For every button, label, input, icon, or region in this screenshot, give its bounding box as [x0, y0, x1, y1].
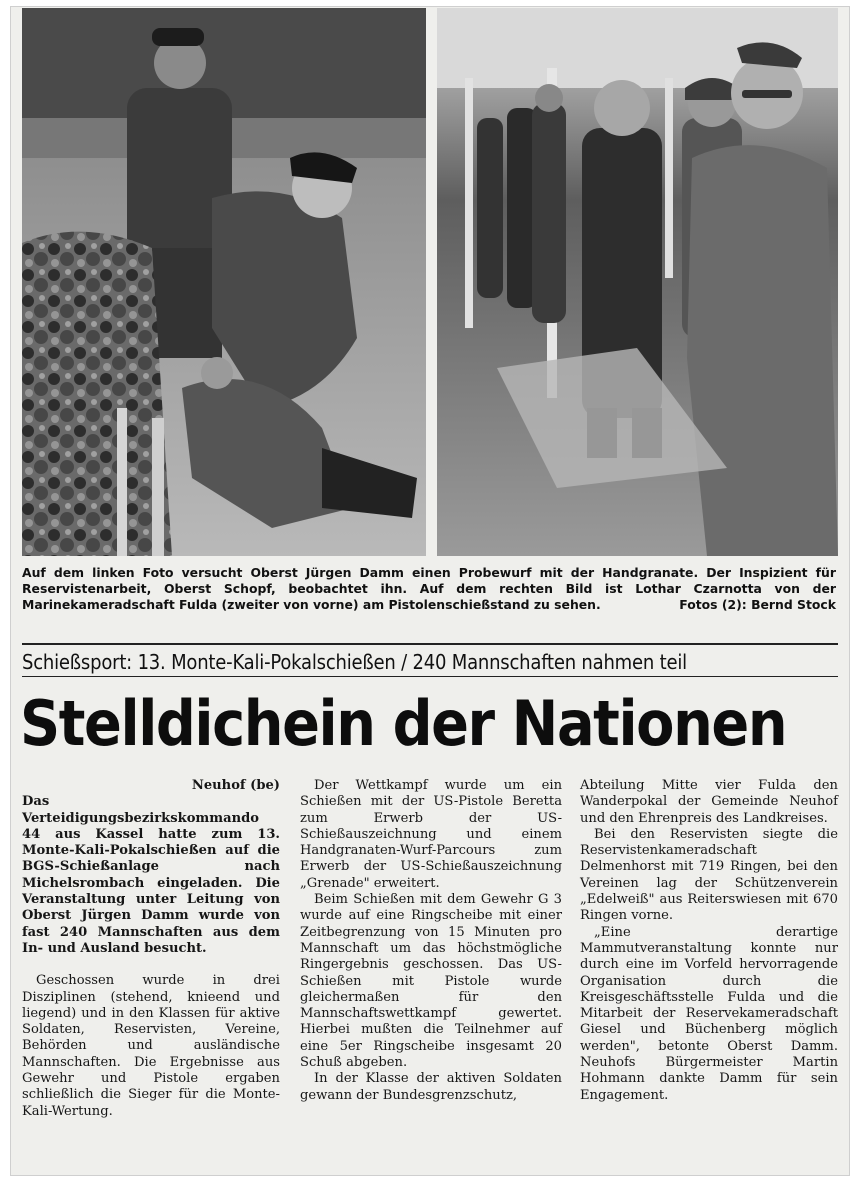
kicker-line: Schießsport: 13. Monte-Kali-Pokalschießen / 240 Mannschaften nahmen teil: [22, 650, 687, 674]
paragraph-rifle: Beim Schießen mit dem Gewehr G 3 wurde auf eine Ringscheibe mit einer Zeitbegrenzung von 15 Minuten pro Mannschaft um das höchstmögliche Ringergebnis geschossen. Das US-Schießen mit Pistole wurde gleichermaßen für den Mannschaftswettkampf gewertet. Hierbei mußten die Teilnehmer auf eine 5er Ringscheibe insgesamt 20 Schuß abgeben.: [300, 892, 562, 1071]
lead-paragraph: Das Verteidigungsbezirkskommando 44 aus Kassel hatte zum 13. Monte-Kali-Pokalschießen auf die BGS-Schießanlage nach Michelsrombach eingeladen. Die Veranstaltung unter Leitung von Oberst Jürgen Damm wurde von fast 240 Mannschaften aus dem In- und Ausland besucht.: [22, 794, 280, 956]
section-rule-kicker: [22, 676, 838, 677]
caption-text: Auf dem linken Foto versucht Oberst Jürgen Damm einen Probewurf mit der Handgranate. Der Inspizient für Reservistenarbeit, Oberst Schopf, beobachtet ihn. Auf dem rechten Bild ist Lothar Czarnotta von der Marinekameradschaft Fulda (zweiter von vorne) am Pistolenschießstand zu sehen.: [22, 565, 836, 612]
photo-right-pistol-range: [437, 8, 838, 556]
article-column-1: [22, 778, 280, 1120]
dateline: Neuhof (be): [191, 778, 280, 793]
photo-left-illustration: [22, 8, 426, 556]
paragraph-competition: Der Wettkampf wurde um ein Schießen mit der US-Pistole Beretta zum Erwerb der US-Schießauszeichnung und einem Handgranaten-Wurf-Parcours zum Erwerb der US-Schießauszeichnung „Grenade" erweitert.: [300, 778, 562, 891]
article-column-2: [300, 778, 562, 1104]
paragraph-quote: „Eine derartige Mammutveranstaltung konnte nur durch eine im Vorfeld hervorragende Organisation durch die Kreisgeschäftsstelle Fulda und die Mitarbeit der Reservekameradschaft Giesel und Büchenberg möglich werden", betonte Oberst Damm. Neuhofs Bürgermeister Martin Hohmann dankte Damm für sein Engagement.: [580, 924, 838, 1103]
article-column-3: [580, 778, 838, 1104]
section-rule-top: [22, 643, 838, 645]
paragraph-winners: Abteilung Mitte vier Fulda den Wanderpokal der Gemeinde Neuhof und den Ehrenpreis des Landkreises.: [580, 778, 838, 826]
paragraph-active-soldiers: In der Klasse der aktiven Soldaten gewann der Bundesgrenzschutz,: [300, 1071, 562, 1103]
photo-left-grenade-throw: [22, 8, 426, 556]
paragraph-disciplines: Geschossen wurde in drei Disziplinen (stehend, knieend und liegend) und in den Klassen für aktive Soldaten, Reservisten, Vereine, Behörden und ausländische Mannschaften. Die Ergebnisse aus Gewehr und Pistole ergaben schließlich die Sieger für die Monte-Kali-Wertung.: [22, 973, 280, 1119]
headline: Stelldichein der Nationen: [20, 687, 787, 760]
paragraph-reservists: Bei den Reservisten siegte die Reservistenkameradschaft Delmenhorst mit 719 Ringen, bei den Vereinen lag der Schützenverein „Edelweiß" aus Reiterswiesen mit 670 Ringen vorne.: [580, 826, 838, 924]
photo-caption: [22, 565, 836, 613]
photo-right-illustration: [437, 8, 838, 556]
photo-credit: Fotos (2): Bernd Stock: [679, 597, 836, 612]
